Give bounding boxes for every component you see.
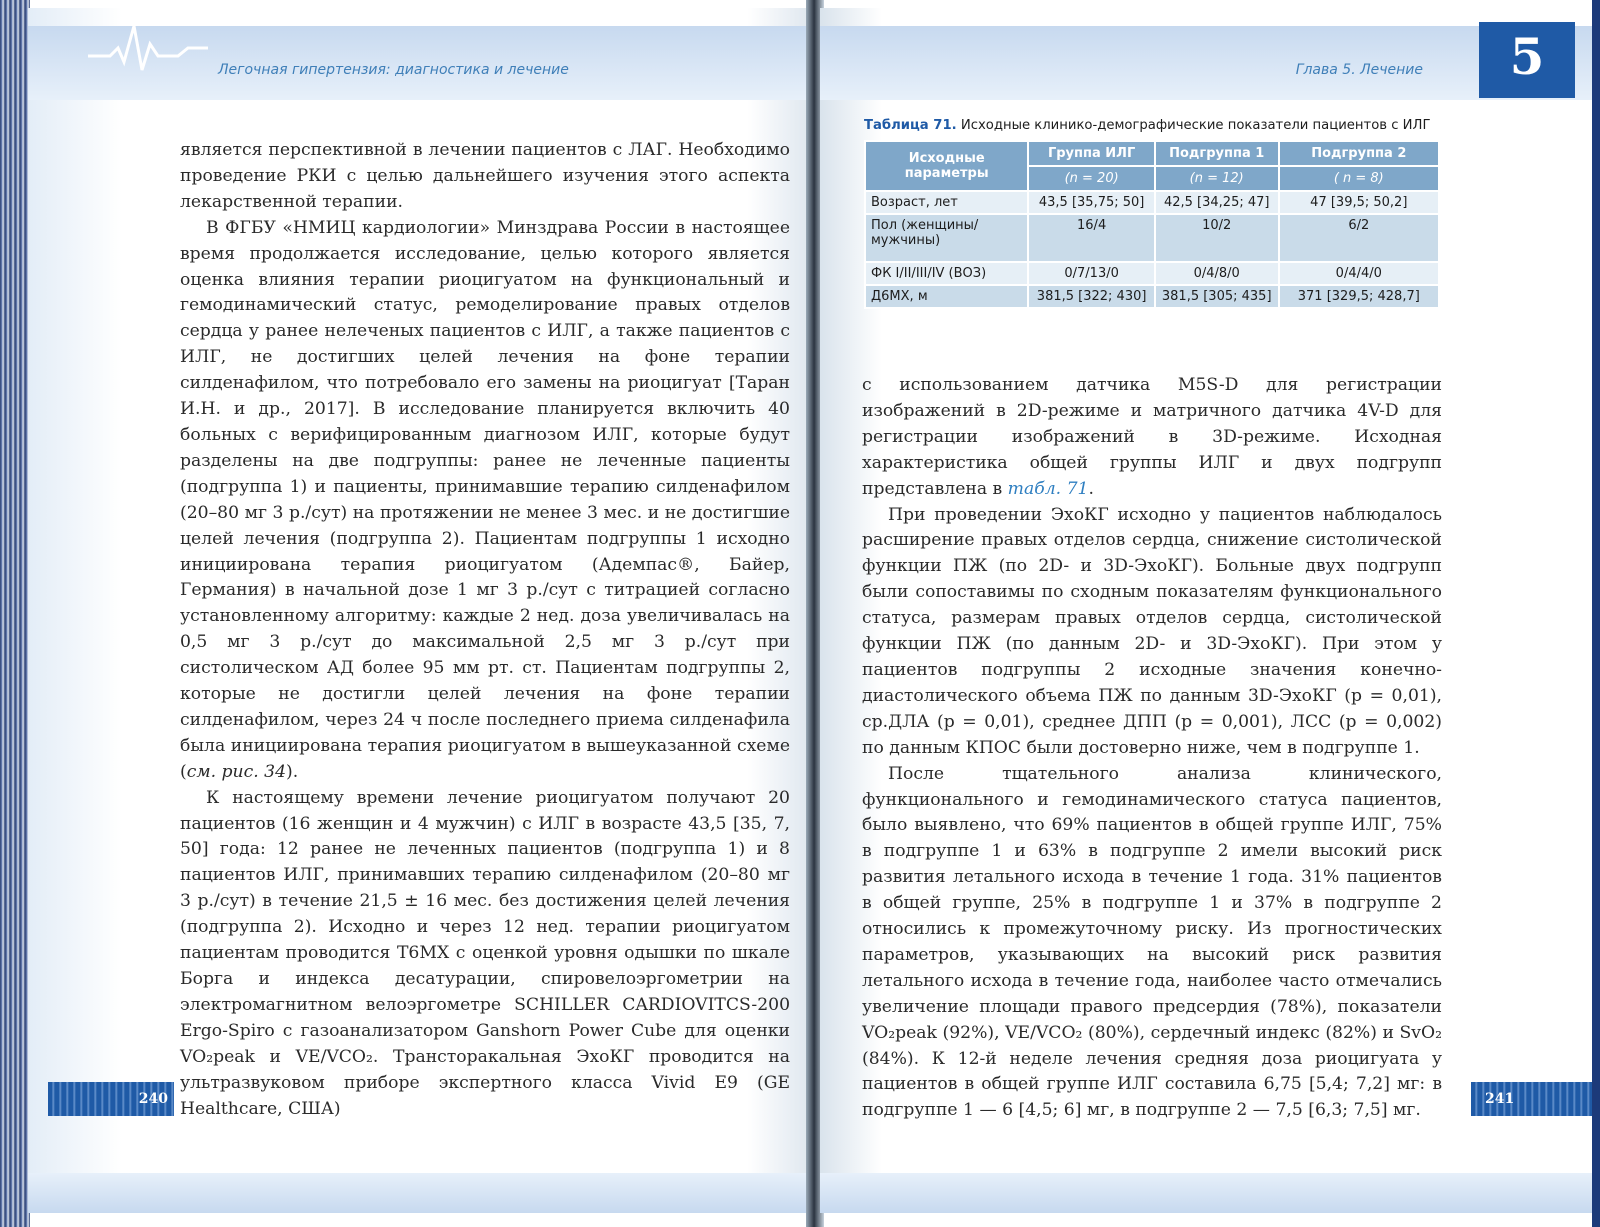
left-running-header: Легочная гипертензия: диагностика и лечение (218, 62, 569, 78)
table-cell: 6/2 (1279, 214, 1439, 262)
table-row (865, 262, 1439, 285)
right-footer-band (820, 1173, 1595, 1213)
right-running-header: Глава 5. Лечение (1295, 62, 1423, 78)
table-cell: 381,5 [305; 435] (1155, 285, 1279, 308)
paragraph (180, 216, 790, 786)
figure-reference: см. рис. 34 (186, 761, 287, 782)
paragraph: К настоящему времени лечение риоцигуатом получают 20 пациентов (16 женщин и 4 мужчин) с ИЛГ в возрасте 43,5 [35, 7, 50] года: 12 ранее не леченных пациентов (подгруппа 1) и 8 пациентов ИЛГ, принимавших терапию силденафилом (20–80 мг 3 р./сут) в течение 21,5 ± 16 мес. без достижения целей лечения (подгруппа 2). Исходно и через 12 нед. терапии риоцигуатом пациентам проводится Т6МХ с оценкой уровня одышки по шкале Борга и индекса десатурации, спировелоэргометрии на электромагнитном велоэргометре SCHILLER CARDIOVITCS-200 Ergo-Spiro с газоанализатором Ganshorn Power Cube для оценки VO₂peak и VE/VCO₂. Трансторакальная ЭхоКГ проводится на ультразвуковом приборе экспертного класса Vivid E9 (GE Healthcare, США) (180, 787, 790, 1119)
left-page (28, 8, 810, 1213)
paragraph-text: . (1088, 478, 1094, 499)
paragraph-text: с использованием датчика M5S-D для регистрации изображений в 2D-режиме и матричного датчика 4V-D для регистрации изображений в 3D-режиме. Исходная характеристика общей группы ИЛГ и двух подгрупп представлена в (862, 375, 1442, 499)
table-cell: 0/7/13/0 (1028, 262, 1154, 285)
paragraph: После тщательного анализа клинического, функционального и гемодинамического статуса пациентов, было выявлено, что 69% пациентов в общей группе ИЛГ, 75% в подгруппе 1 и 63% в подгруппе 2 имели высокий риск развития летального исхода в течение 1 года. 31% пациентов в общей группе, 25% в подгруппе 1 и 37% в подгруппе 2 относились к промежуточному риску. Из прогностических параметров, указывающих на высокий риск развития летального исхода в течение года, наиболее часто отмечались увеличение площади правого предсердия (78%), показатели VO₂peak (92%), VE/VCO₂ (80%), сердечный индекс (82%) и SvO₂ (84%). К 12-й неделе лечения средняя доза риоцигуата у пациентов в общей группе ИЛГ составила 6,75 [5,4; 7,2] мг: в подгруппе 1 — 6 [4,5; 6] мг, в подгруппе 2 — 7,5 [6,3; 7,5] мг. (862, 763, 1442, 1121)
table-row (865, 285, 1439, 308)
row-label: Возраст, лет (865, 191, 1028, 214)
table-cell: 0/4/8/0 (1155, 262, 1279, 285)
table-cell: 371 [329,5; 428,7] (1279, 285, 1439, 308)
page-number-right: 241 (1471, 1082, 1595, 1116)
chapter-number-badge: 5 (1479, 22, 1575, 98)
column-header-subgroup-1: Подгруппа 1 (1155, 141, 1279, 166)
right-page (820, 8, 1595, 1213)
column-header-subgroup-2: Подгруппа 2 (1279, 141, 1439, 166)
page-edges-right (1592, 0, 1600, 1227)
paragraph-text: В ФГБУ «НМИЦ кардиологии» Минздрава России в настоящее время продолжается исследование, целью которого является оценка влияния терапии риоцигуатом на функциональный и гемодинамический статус, ремоделирование правых отделов сердца у ранее нелеченых пациентов с ИЛГ, а также пациентов с ИЛГ, не достигших целей лечения на фоне терапии силденафилом, что потребовало его замены на риоцигуат [Таран И.Н. и др., 2017]. В исследование планируется включить 40 больных с верифицированным диагнозом ИЛГ, которые будут разделены на две подгруппы: ранее не леченные пациенты (подгруппа 1) и пациенты, принимавшие терапию силденафилом (20–80 мг 3 р./сут) на протяжении не менее 3 мес. и не достигшие целей лечения (подгруппа 2). Пациентам подгруппы 1 исходно инициирована терапия риоцигуатом (Адемпас®, Байер, Германия) в начальной дозе 1 мг 3 р./сут с титрацией согласно установленному алгоритму: каждые 2 нед. доза увеличивалась на 0,5 мг 3 р./сут до максимальной 2,5 мг 3 р./сут при систолическом АД более 95 мм рт. ст. Пациентам подгруппы 2, которые не достигли целей лечения на фоне терапии силденафилом, через 24 ч после последнего приема силденафила была инициирована терапия риоцигуатом в вышеуказанной схеме ( (180, 217, 790, 782)
heartbeat-pulse-icon (88, 18, 208, 78)
table-caption (864, 118, 1454, 133)
table-cell: 381,5 [322; 430] (1028, 285, 1154, 308)
left-footer-band (28, 1173, 810, 1213)
table-label: Таблица 71. (864, 118, 957, 133)
column-header-params: Исходные параметры (865, 141, 1028, 191)
table-cell: 16/4 (1028, 214, 1154, 262)
left-body-text (180, 138, 790, 1122)
table-header-row (865, 141, 1439, 166)
row-label: Д6МХ, м (865, 285, 1028, 308)
right-body-text (862, 373, 1442, 1124)
table-reference-link[interactable]: табл. 71 (1007, 478, 1089, 499)
row-label: ФК I/II/III/IV (ВОЗ) (865, 262, 1028, 285)
paragraph: является перспективной в лечении пациентов с ЛАГ. Необходимо проведение РКИ с целью дальнейшего изучения этого аспекта лекарственной терапии. (180, 140, 790, 212)
paragraph-text: ). (286, 761, 299, 782)
table-cell: 47 [39,5; 50,2] (1279, 191, 1439, 214)
table-row (865, 191, 1439, 214)
column-n-subgroup-1: (n = 12) (1155, 166, 1279, 191)
table-cell: 0/4/4/0 (1279, 262, 1439, 285)
table-cell: 42,5 [34,25; 47] (1155, 191, 1279, 214)
table-row (865, 214, 1439, 262)
table-cell: 43,5 [35,75; 50] (1028, 191, 1154, 214)
table-caption-text: Исходные клинико-демографические показатели пациентов с ИЛГ (960, 118, 1431, 133)
page-edges-left (0, 0, 30, 1227)
column-n-group: (n = 20) (1028, 166, 1154, 191)
data-table (864, 140, 1440, 309)
page-number-left: 240 (48, 1082, 174, 1116)
paragraph (862, 373, 1442, 503)
row-label: Пол (женщины/мужчины) (865, 214, 1028, 262)
column-n-subgroup-2: ( n = 8) (1279, 166, 1439, 191)
paragraph: При проведении ЭхоКГ исходно у пациентов наблюдалось расширение правых отделов сердца, снижение систолической функции ПЖ (по 2D- и 3D-ЭхоКГ). Больные двух подгрупп были сопоставимы по сходным показателям функционального статуса, размерам правых отделов сердца, систолической функции ПЖ (по данным 2D- и 3D-ЭхоКГ). При этом у пациентов подгруппы 2 исходные значения конечно-диастолического объема ПЖ по данным 3D-ЭхоКГ (p = 0,01), ср.ДЛА (p = 0,01), среднее ДПП (p = 0,001), ЛСС (p = 0,002) по данным КПОС были достоверно ниже, чем в подгруппе 1. (862, 504, 1442, 758)
table-cell: 10/2 (1155, 214, 1279, 262)
column-header-group: Группа ИЛГ (1028, 141, 1154, 166)
